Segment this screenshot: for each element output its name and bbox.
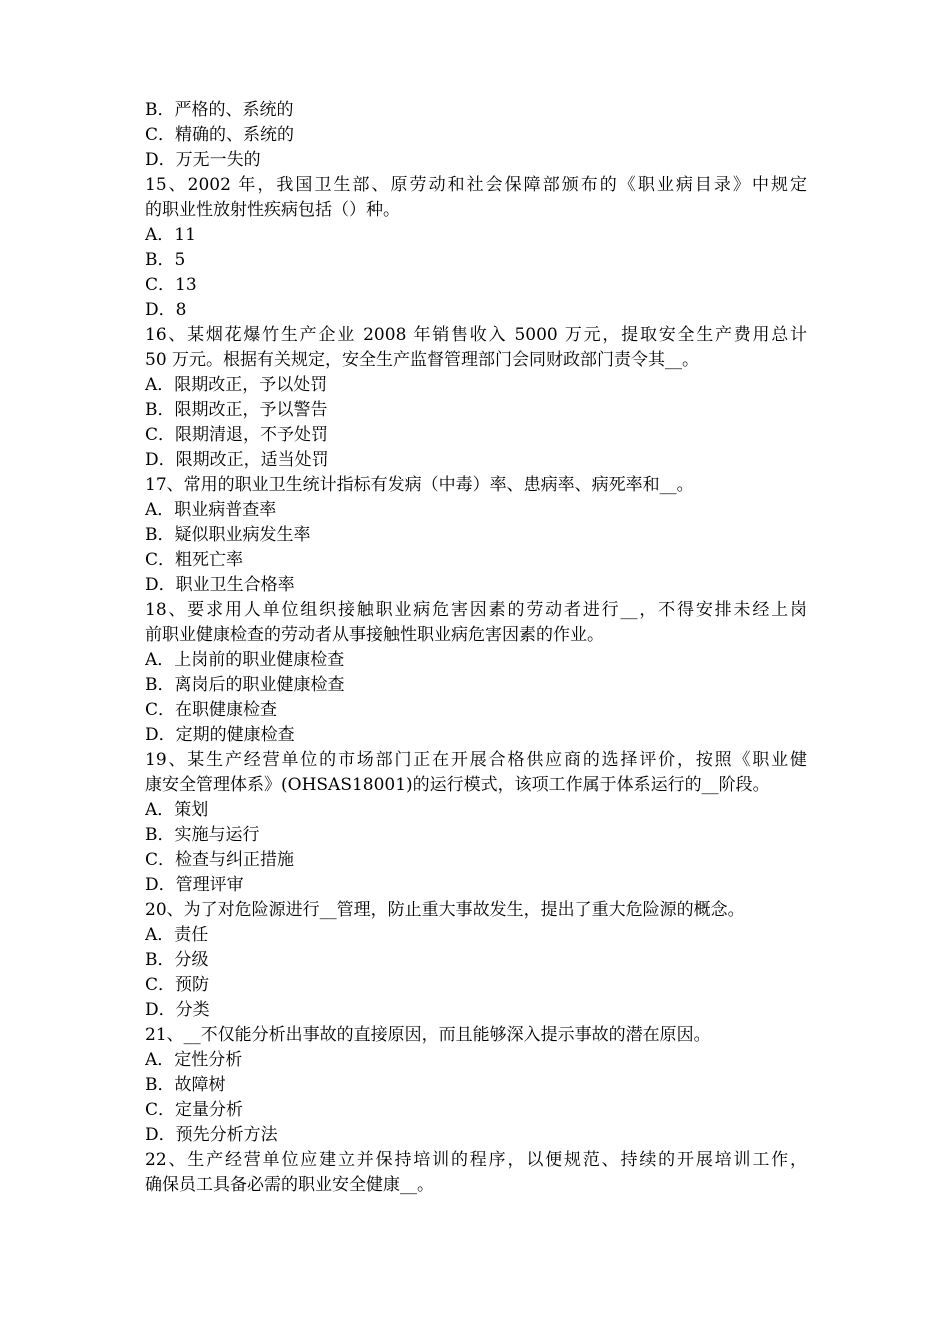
question-line: 19、某生产经营单位的市场部门正在开展合格供应商的选择评价，按照《职业健 — [145, 750, 807, 770]
option-b: B．离岗后的职业健康检查 — [145, 675, 345, 695]
option-a: A．职业病普查率 — [145, 500, 277, 520]
option-b: B．5 — [145, 250, 186, 270]
option-c: C．定量分析 — [145, 1100, 244, 1120]
option-line: C．精确的、系统的 — [145, 125, 295, 145]
option-c: C．在职健康检查 — [145, 700, 278, 720]
question-22 — [145, 1148, 807, 1198]
question-line: 15、2002 年，我国卫生部、原劳动和社会保障部颁布的《职业病目录》中规定 — [145, 175, 807, 195]
question-19 — [145, 748, 807, 898]
option-a: A．限期改正，予以处罚 — [145, 375, 328, 395]
option-b: B．故障树 — [145, 1075, 226, 1095]
question-16 — [145, 323, 807, 473]
question-line: 21、__不仅能分析出事故的直接原因，而且能够深入提示事故的潜在原因。 — [145, 1025, 711, 1045]
option-c: C．13 — [145, 275, 197, 295]
option-c: C．检查与纠正措施 — [145, 850, 295, 870]
option-d: D．管理评审 — [145, 875, 244, 895]
question-text — [145, 173, 807, 223]
question-line: 50 万元。根据有关规定，安全生产监督管理部门会同财政部门责令其__。 — [145, 350, 700, 370]
question-line: 的职业性放射性疾病包括（）种。 — [145, 200, 400, 220]
question-text — [145, 1023, 807, 1048]
option-line: D．万无一失的 — [145, 150, 261, 170]
lead-options — [145, 98, 807, 173]
option-a: A．11 — [145, 225, 196, 245]
option-b: B．疑似职业病发生率 — [145, 525, 311, 545]
question-line: 16、某烟花爆竹生产企业 2008 年销售收入 5000 万元，提取安全生产费用总计 — [145, 325, 807, 345]
question-21 — [145, 1023, 807, 1148]
option-c: C．预防 — [145, 975, 210, 995]
question-line: 18、要求用人单位组织接触职业病危害因素的劳动者进行__，不得安排未经上岗 — [145, 600, 807, 620]
option-line: B．严格的、系统的 — [145, 100, 294, 120]
option-b: B．限期改正，予以警告 — [145, 400, 328, 420]
option-c: C．粗死亡率 — [145, 550, 244, 570]
option-d: D．预先分析方法 — [145, 1125, 278, 1145]
option-d: D．定期的健康检查 — [145, 725, 295, 745]
question-15 — [145, 173, 807, 323]
question-17 — [145, 473, 807, 598]
question-text — [145, 1148, 807, 1198]
question-line: 22、生产经营单位应建立并保持培训的程序，以便规范、持续的开展培训工作， — [145, 1150, 807, 1170]
question-line: 20、为了对危险源进行__管理，防止重大事故发生，提出了重大危险源的概念。 — [145, 900, 745, 920]
question-line: 康安全管理体系》(OHSAS18001)的运行模式，该项工作属于体系运行的__阶段。 — [145, 775, 770, 795]
option-a: A．责任 — [145, 925, 209, 945]
question-text — [145, 748, 807, 798]
option-b: B．分级 — [145, 950, 209, 970]
question-18 — [145, 598, 807, 748]
question-line: 确保员工具备必需的职业安全健康__。 — [145, 1175, 434, 1195]
option-d: D．分类 — [145, 1000, 210, 1020]
question-text — [145, 323, 807, 373]
option-d: D．职业卫生合格率 — [145, 575, 295, 595]
question-line: 17、常用的职业卫生统计指标有发病（中毒）率、患病率、病死率和__。 — [145, 475, 694, 495]
option-a: A．策划 — [145, 800, 209, 820]
question-text — [145, 898, 807, 923]
option-d: D．8 — [145, 300, 187, 320]
question-line: 前职业健康检查的劳动者从事接触性职业病危害因素的作业。 — [145, 625, 604, 645]
document-page — [145, 98, 807, 1198]
option-a: A．定性分析 — [145, 1050, 243, 1070]
option-d: D．限期改正，适当处罚 — [145, 450, 329, 470]
option-c: C．限期清退，不予处罚 — [145, 425, 329, 445]
question-text — [145, 473, 807, 498]
question-text — [145, 598, 807, 648]
question-20 — [145, 898, 807, 1023]
option-b: B．实施与运行 — [145, 825, 260, 845]
option-a: A．上岗前的职业健康检查 — [145, 650, 345, 670]
